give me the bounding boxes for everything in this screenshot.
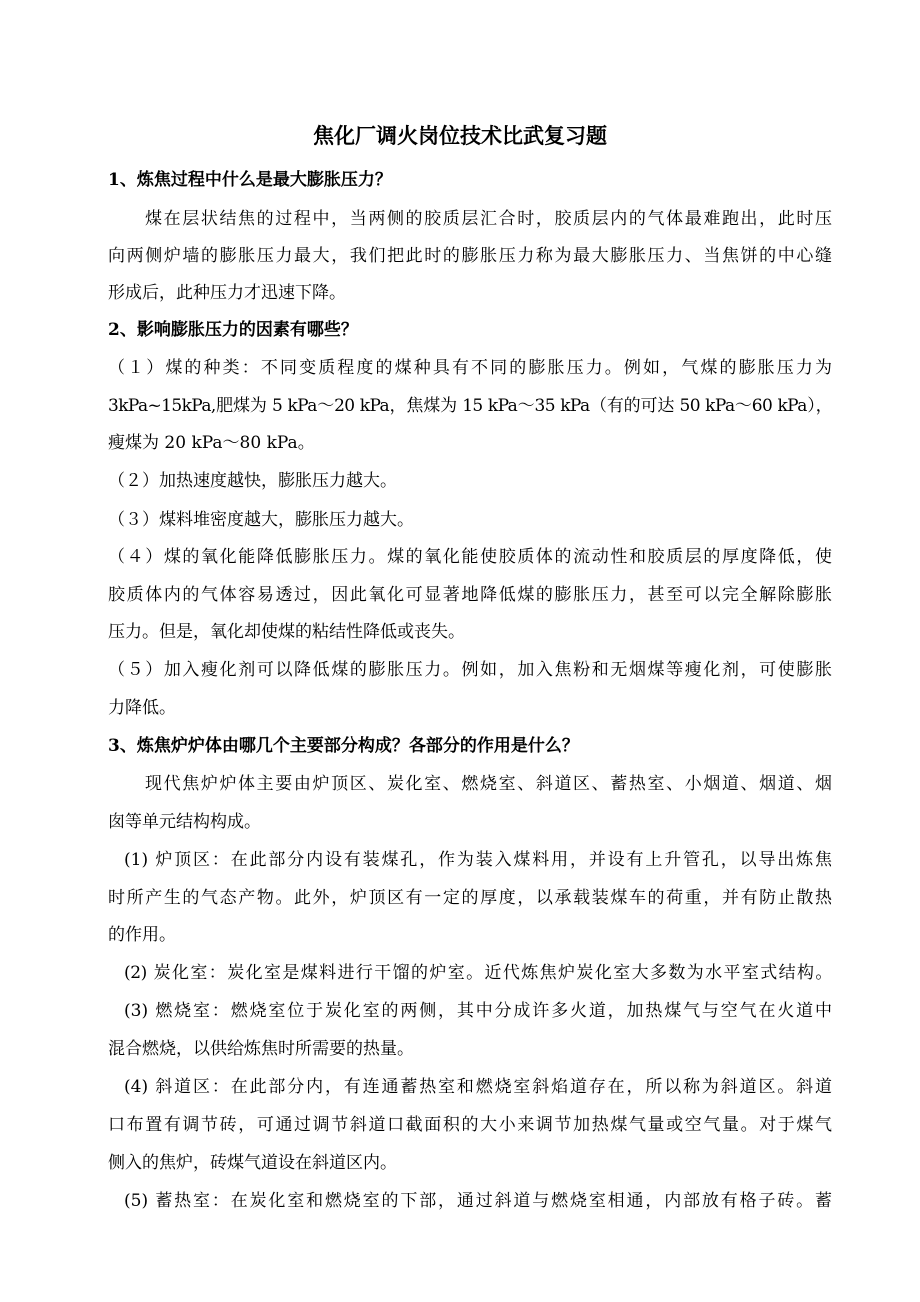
q3-part2-line1: (2) 炭化室：炭化室是煤料进行干馏的炉室。近代炼焦炉炭化室大多数为水平室式结构。: [124, 963, 832, 983]
q2-item4-line1: （４）煤的氧化能降低膨胀压力。煤的氧化能使胶质体的流动性和胶质层的厚度降低，使: [108, 547, 832, 567]
q3-part3-line2: 混合燃烧，以供给炼焦时所需要的热量。: [108, 1039, 414, 1059]
q3-part1-line2: 时所产生的气态产物。此外，炉顶区有一定的厚度，以承载装煤车的荷重，并有防止散热: [108, 888, 832, 908]
q2-item1-line2: 3kPa~15kPa,肥煤为 5 kPa～20 kPa，焦煤为 15 kPa～35 kPa（有的可达 50 kPa～60 kPa），: [108, 396, 832, 416]
question-3-heading: 3、炼焦炉炉体由哪几个主要部分构成？各部分的作用是什么？: [108, 736, 579, 756]
q1-para1-line1: 煤在层状结焦的过程中，当两侧的胶质层汇合时，胶质层内的气体最难跑出，此时压: [145, 209, 832, 229]
q1-para1-line2: 向两侧炉墙的膨胀压力最大，我们把此时的膨胀压力称为最大膨胀压力、当焦饼的中心缝: [108, 246, 832, 266]
q2-item2: （２）加热速度越快，膨胀压力越大。: [108, 471, 397, 491]
q3-part1-line3: 的作用。: [108, 925, 176, 945]
q3-part4-line2: 口布置有调节砖，可通过调节斜道口截面积的大小来调节加热煤气量或空气量。对于煤气: [108, 1115, 832, 1135]
question-2-heading: 2、影响膨胀压力的因素有哪些？: [108, 320, 358, 340]
q2-item5-line2: 力降低。: [108, 698, 176, 718]
document-title: 焦化厂调火岗位技术比武复习题: [313, 123, 607, 148]
q3-part5-line1: (5) 蓄热室：在炭化室和燃烧室的下部，通过斜道与燃烧室相通，内部放有格子砖。蓄: [124, 1191, 832, 1211]
q3-part4-line3: 侧入的焦炉，砖煤气道设在斜道区内。: [108, 1153, 397, 1173]
q2-item4-line2: 胶质体内的气体容易透过，因此氧化可显著地降低煤的膨胀压力，甚至可以完全解除膨胀: [108, 585, 832, 605]
q2-item5-line1: （５）加入瘦化剂可以降低煤的膨胀压力。例如，加入焦粉和无烟煤等瘦化剂，可使膨胀: [108, 660, 832, 680]
question-1-heading: 1、炼焦过程中什么是最大膨胀压力？: [108, 170, 392, 190]
q3-intro-line2: 囱等单元结构构成。: [108, 812, 261, 832]
q2-item3: （３）煤料堆密度越大，膨胀压力越大。: [108, 510, 414, 530]
q2-item1-line3: 瘦煤为 20 kPa～80 kPa。: [108, 433, 315, 453]
q2-item1-line1: （１）煤的种类：不同变质程度的煤种具有不同的膨胀压力。例如，气煤的膨胀压力为: [108, 358, 832, 378]
q3-part4-line1: (4) 斜道区：在此部分内，有连通蓄热室和燃烧室斜焰道存在，所以称为斜道区。斜道: [124, 1077, 832, 1097]
q1-para1-line3: 形成后，此种压力才迅速下降。: [108, 283, 346, 303]
q3-intro-line1: 现代焦炉炉体主要由炉顶区、炭化室、燃烧室、斜道区、蓄热室、小烟道、烟道、烟: [145, 774, 832, 794]
q3-part3-line1: (3) 燃烧室：燃烧室位于炭化室的两侧，其中分成许多火道，加热煤气与空气在火道中: [124, 1001, 832, 1021]
q2-item4-line3: 压力。但是，氧化却使煤的粘结性降低或丧失。: [108, 622, 465, 642]
q3-part1-line1: (1) 炉顶区：在此部分内设有装煤孔，作为装入煤料用，并设有上升管孔，以导出炼焦: [124, 850, 832, 870]
